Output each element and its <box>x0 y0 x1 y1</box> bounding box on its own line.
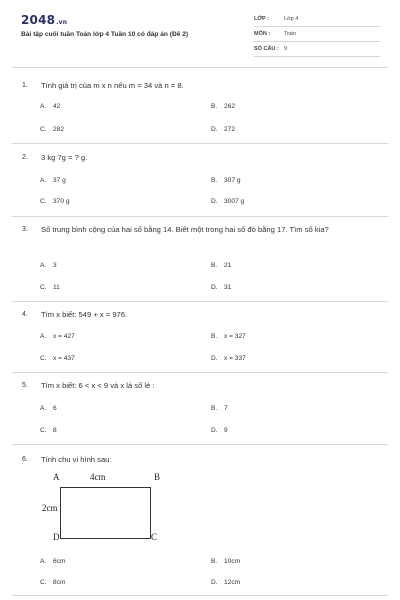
vertex-d-label: D <box>53 532 60 542</box>
option-letter: D. <box>211 284 218 291</box>
option-text: 8cm <box>53 579 66 586</box>
meta-value: 9 <box>284 46 288 52</box>
site-logo[interactable] <box>21 13 67 27</box>
option-text: 272 <box>224 126 236 133</box>
question-number: 6. <box>22 456 28 463</box>
option-c[interactable] <box>40 126 64 133</box>
question-text: Tính chu vi hình sau: <box>41 455 112 464</box>
option-letter: D. <box>211 579 218 586</box>
rectangle-shape <box>60 487 151 539</box>
option-letter: A. <box>40 103 47 110</box>
option-letter: C. <box>40 579 47 586</box>
option-letter: C. <box>40 355 47 362</box>
option-text: x = 437 <box>53 355 75 362</box>
question-number: 2. <box>22 154 28 161</box>
question-text: Số trung bình cộng của hai số bằng 14. Biết một trong hai số đó bằng 17. Tìm số kia? <box>41 225 329 234</box>
option-text: 370 g <box>53 198 70 205</box>
question-text: 3 kg 7g = ? g. <box>41 153 88 162</box>
vertex-b-label: B <box>154 472 161 482</box>
option-d[interactable] <box>211 284 231 291</box>
option-a[interactable] <box>40 177 66 184</box>
option-text: 31 <box>224 284 232 291</box>
question-number: 4. <box>22 311 28 318</box>
logo-text: 2048 <box>21 13 56 27</box>
option-text: 3 <box>53 262 57 269</box>
option-text: 6cm <box>53 558 66 565</box>
option-text: x = 427 <box>53 333 75 340</box>
option-text: 307 g <box>224 177 241 184</box>
option-d[interactable] <box>211 198 244 205</box>
rectangle-figure <box>40 470 170 545</box>
option-letter: D. <box>211 198 218 205</box>
option-c[interactable] <box>40 579 65 586</box>
vertex-a-label: A <box>53 472 60 482</box>
option-a[interactable] <box>40 103 60 110</box>
option-a[interactable] <box>40 558 65 565</box>
option-text: 10cm <box>224 558 241 565</box>
option-letter: B. <box>211 103 218 110</box>
side-length-label: 2cm <box>42 503 58 513</box>
header-divider <box>12 67 388 68</box>
meta-count-row <box>254 44 380 57</box>
option-d[interactable] <box>211 579 240 586</box>
meta-value: Toán <box>284 31 296 37</box>
option-c[interactable] <box>40 427 57 434</box>
option-letter: D. <box>211 427 218 434</box>
option-b[interactable] <box>211 405 228 412</box>
option-letter: A. <box>40 177 47 184</box>
option-letter: B. <box>211 405 218 412</box>
option-letter: B. <box>211 333 218 340</box>
question-number: 3. <box>22 226 28 233</box>
option-letter: A. <box>40 333 47 340</box>
option-b[interactable] <box>211 262 231 269</box>
option-d[interactable] <box>211 427 228 434</box>
option-text: 282 <box>53 126 65 133</box>
option-b[interactable] <box>211 558 240 565</box>
option-c[interactable] <box>40 355 75 362</box>
option-a[interactable] <box>40 262 57 269</box>
option-text: 12cm <box>224 579 241 586</box>
option-letter: C. <box>40 198 47 205</box>
option-text: 7 <box>224 405 228 412</box>
option-letter: D. <box>211 355 218 362</box>
option-letter: C. <box>40 126 47 133</box>
meta-subject-row <box>254 29 380 42</box>
question-divider <box>12 143 388 144</box>
option-text: x = 337 <box>224 355 246 362</box>
document-title: Bài tập cuối tuần Toán lớp 4 Tuần 10 có đáp án (Đề 2) <box>21 31 189 38</box>
option-letter: B. <box>211 262 218 269</box>
question-divider <box>12 301 388 302</box>
option-letter: B. <box>211 177 218 184</box>
question-divider <box>12 595 388 596</box>
option-b[interactable] <box>211 333 246 340</box>
logo-suffix: .vn <box>56 19 68 26</box>
option-letter: C. <box>40 284 47 291</box>
option-text: 262 <box>224 103 236 110</box>
option-letter: A. <box>40 558 47 565</box>
question-number: 1. <box>22 82 28 89</box>
question-divider <box>12 216 388 217</box>
option-b[interactable] <box>211 177 241 184</box>
top-length-label: 4cm <box>90 472 106 482</box>
meta-label: SỐ CÂU : <box>254 46 279 52</box>
option-letter: C. <box>40 427 47 434</box>
option-text: 9 <box>224 427 228 434</box>
question-number: 5. <box>22 382 28 389</box>
option-c[interactable] <box>40 198 70 205</box>
question-text: Tìm x biết: 6 < x < 9 và x là số lẻ : <box>41 381 155 390</box>
vertex-c-label: C <box>151 532 158 542</box>
meta-label: MÔN : <box>254 31 271 37</box>
option-letter: A. <box>40 262 47 269</box>
option-letter: B. <box>211 558 218 565</box>
option-text: 3007 g <box>224 198 245 205</box>
option-c[interactable] <box>40 284 60 291</box>
option-a[interactable] <box>40 333 75 340</box>
option-text: 42 <box>53 103 61 110</box>
question-divider <box>12 444 388 445</box>
meta-class-row <box>254 14 380 27</box>
option-a[interactable] <box>40 405 57 412</box>
question-text: Tính giá trị của m x n nếu m = 34 và n = 8. <box>41 81 184 90</box>
option-text: 21 <box>224 262 232 269</box>
meta-value: Lớp 4 <box>284 16 299 22</box>
option-letter: A. <box>40 405 47 412</box>
option-d[interactable] <box>211 355 246 362</box>
option-b[interactable] <box>211 103 235 110</box>
question-divider <box>12 372 388 373</box>
option-text: 6 <box>53 405 57 412</box>
option-text: 8 <box>53 427 57 434</box>
option-text: x = 327 <box>224 333 246 340</box>
question-text: Tìm x biết: 549 + x = 976. <box>41 310 128 319</box>
meta-label: LỚP : <box>254 16 269 22</box>
option-d[interactable] <box>211 126 235 133</box>
option-letter: D. <box>211 126 218 133</box>
option-text: 11 <box>53 284 60 291</box>
document-header <box>0 0 400 66</box>
option-text: 37 g <box>53 177 66 184</box>
